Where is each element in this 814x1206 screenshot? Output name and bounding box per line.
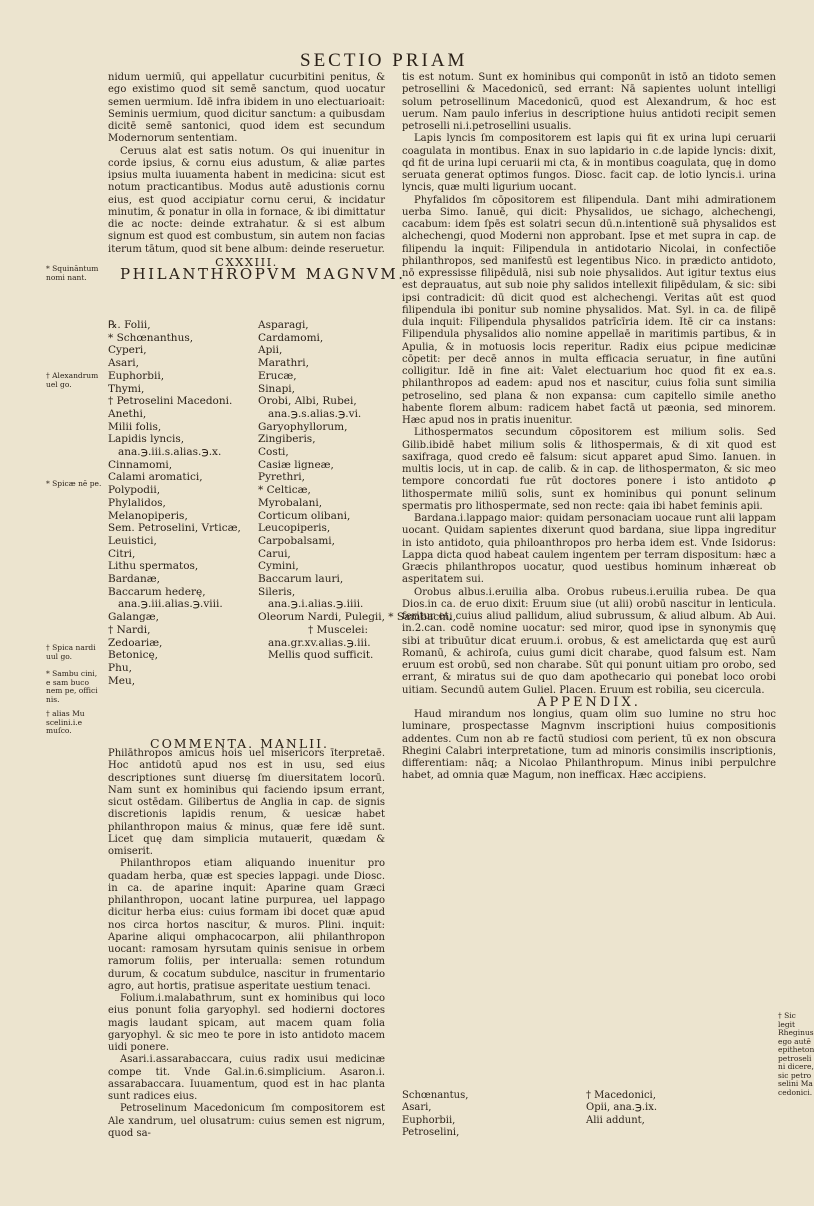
ingredient: Apii,	[258, 344, 283, 357]
ingredient: Thymi,	[108, 382, 145, 395]
ingredient: Baccarum lauri,	[258, 573, 344, 586]
ingredient: Zedoariæ,	[108, 636, 163, 649]
ingredient: Sem. Petroselini, Vrticæ,	[108, 522, 241, 535]
appendix-item: Euphorbii,	[402, 1114, 456, 1126]
chapter-title: PHILANTHROPVM MAGNVM.	[120, 265, 406, 283]
ingredient: Lapidis lyncis,	[108, 433, 185, 446]
paragraph: Folium.i.malabathrum, sunt ex hominibus qui loco eius ponunt folia garyophyl. sed hodierni doctores magis laudant spicam, aut macem quam folia garyophyl. & sic meo te pore in isto antidoto macem uidi ponere.	[108, 993, 385, 1053]
paragraph: Orobus albus.i.eruilia alba. Orobus rubeus.i.eruilia rubea. De qua Dios.in ca. de eruo dixit: Eruum siue (ut alii) orobū nascitur in lenticula. feritur et, cuius aliud pallidum, aliud subrussum, & aliud album. Ab Aui. in.2.can. codē nomine uocatur: sed miror, quod ipse in synonymis quę sibi at tribuūtur dicat eruum.i. orobus, & est amelictarda quę est aurū Romanū, & achiroſa, cuius gumi dicit charabe, quod falsum est. Nam eruum est orobū, sed non charabe. Sūt qui ponunt uitiam pro orobo, sed errant, & miratus sui de quo dam apothecario qui ponebat loco orobi uitiam. Secundū autem Guliel. Placen. Eruum est robilia, seu cicercula.	[402, 586, 776, 696]
paragraph: Lithospermatos secundum cōpositorem est milium solis. Sed Gilib.ibidē habet milium solis & lithospermais, & di xit quod est saxifraga, quod credo eē falsum: sicut apparet apud Simo. Ianuen. in multis locis, ut in cap. de calib. & in cap. de lithospermaton, & sic meo tempore concordati fue rūt doctores ponere i isto antidoto ꝓ lithospermate miliū solis, sunt ex hominibus qui ponunt selinum spermatis pro lithospermate, sed non recte: qaia ibi habet feminis apii.	[402, 427, 776, 512]
ingredient: Pyrethri,	[258, 471, 305, 484]
recipe-ingredients-right	[258, 319, 456, 662]
ingredient: Melanopiperis,	[108, 509, 188, 522]
appendix-item: Alii addunt,	[586, 1114, 645, 1126]
appendix-item: Opii, ana.℈.ix.	[586, 1102, 658, 1114]
appendix-item: Asari,	[402, 1102, 432, 1114]
running-header: SECTIO PRIAM	[300, 50, 468, 71]
ingredient: Leucopiperis,	[258, 522, 331, 535]
margin-note: * Sambu cini, e sam buco nem pe, offici nis.	[46, 669, 98, 704]
paragraph: Lapis lyncis ſm compositorem est lapis qui fit ex urina lupi ceruarii coagulata in montibus. Enax in suo lapidario in c.de lapide lyncis: dixit, qd fit de urina lupi ceruarii mi cta, & in montibus coagulata, quę in domo seruata generat optimos fungos. Diosc. facit cap. de lotio lyncis.i. urina lyncis, quæ multi ligurium uocant.	[402, 133, 776, 194]
recipe-ingredients-left	[108, 319, 248, 687]
margin-note: † Sic legit Rheginus ego autē epitheton petroseli ni dicere, sic petro selini Ma cedonici.	[778, 1011, 814, 1097]
paragraph: Petroselinum Macedonicum ſm compositorem est Ale xandrum, uel olusatrum: cuius semen est nigrum, quod sa-	[108, 1103, 385, 1139]
margin-note: † Alexandrum uel go.	[46, 371, 99, 389]
ingredient: Calami aromatici,	[108, 471, 203, 484]
right-margin-notes	[778, 0, 814, 1206]
left-column-bottom	[108, 748, 385, 1140]
ingredient: ana.℈.i.alias.℈.iiii.	[268, 598, 364, 611]
appendix-paragraph: Haud mirandum nos longius, quam olim suo lumine no stru hoc luminare, prospectasse Magnvm inscriptioni huius compositionis addentes. Cum non ab re factū studiosi com perient, tū ex non obscura Rhegini Calabri interpretatione, tum ad minoris consimilis inscriptionis, differentiam: nāq; a Nicolao Philanthropum. Minus inibi perpulchre habet, ad omnia quæ Magum, non inefficax. Hæc accipiens.	[402, 709, 776, 782]
ingredient: Lithu spermatos,	[108, 560, 199, 573]
ingredient: Meu,	[108, 674, 136, 687]
ingredient: * Celticæ,	[258, 484, 311, 497]
ingredient: Costi,	[258, 446, 289, 459]
ingredient: Marathri,	[258, 357, 309, 370]
ingredient: Carpobalsami,	[258, 534, 335, 547]
ingredient: * Schœnanthus,	[108, 331, 194, 344]
ingredient: Erucæ,	[258, 369, 297, 382]
ingredient: Leuistici,	[108, 534, 157, 547]
ingredient: Garyophyllorum,	[258, 420, 348, 433]
ingredient: Mellis quod sufficit.	[268, 649, 374, 662]
ingredient: Myrobalani,	[258, 496, 323, 509]
ingredient: Euphorbii,	[108, 369, 165, 382]
ingredient: Casiæ ligneæ,	[258, 458, 334, 471]
ingredient: Orobi, Albi, Rubei,	[258, 395, 357, 408]
ingredient: Anethi,	[108, 407, 147, 420]
ingredient: ana.℈.iii.s.alias.℈.x.	[118, 446, 222, 459]
ingredient: † Nardi,	[108, 623, 151, 636]
left-column-top	[108, 72, 406, 283]
ingredient: ana.℈.iii.alias.℈.viii.	[118, 598, 223, 611]
ingredient: Cinnamomi,	[108, 458, 173, 471]
right-column	[402, 72, 776, 783]
ingredient: Zingiberis,	[258, 433, 316, 446]
ingredient: Sileris,	[258, 585, 296, 598]
paragraph: tis est notum. Sunt ex hominibus qui componūt in istō an tidoto semen petrosellini & Macedonicū, sed errant: Nā sapientes uolunt intelligi solum petrosellinum Macedonicū, quod est Alexandrum, & hoc est uerum. Nam paulo inferius in descriptione huius antidoti recipit semen petroselli ni.i.petrosellini usualis.	[402, 72, 776, 132]
paragraph: Bardana.i.lappago maior: quidam personaciam uocaue runt alii lappam uocant. Quidam sapientes dixerunt quod bardana, siue lippa ingreditur in isto antidoto, quia philoanthropos pro herba idem est. Vnde Isidorus: Lappa dicta quod habeat caulem ingentem per terram dispositum: hæc a Græcis philanthropos uocatur, quod uestibus hominum inhæreat ob asperitatem sui.	[402, 513, 776, 586]
ingredient: Phylalidos,	[108, 496, 166, 509]
ingredient: Galangæ,	[108, 611, 159, 624]
ingredient: Sinapi,	[258, 382, 295, 395]
appendix-list-left	[402, 1090, 468, 1139]
ingredient: Corticum olibani,	[258, 509, 351, 522]
paragraph: Phyfalidos ſm cōpositorem est filipendula. Dant mihi admirationem uerba Simo. Ianuē, qui dicit: Physalidos, ue sichago, alchechengi, cacabum: idem ſpēs est solatri secun dū.n.intentionē suā physalidos est alchechengi, quod Moderni non approbant. Ipse et met supra in cap. de filipendu la inquit: Filipendula in antidotario Nicolai, in confectiōe philanthropos, sed manifestū est legentibus Nico. in prædicto antidoto, nō expressisse filipēdulā, nisi sub noie physalidos. Aut igitur textus eius est deprauatus, aut sub noie phy salidos intellexit filipēdulam, & sic: sibi ipsi contradicit: dū dicit quod est alchechengi. Veritas aūt est quod filipendula ibi ponitur sub nomine physalidos. Mat. Syl. in ca. de filipē dula inquit: Filipendula physalidos patrīcīria idem. Itē cir ca instans: Filipendula physalidos alio nomine appellaē in maritimis partibus, & in Apulia, & in motuosis locis reperitur. Radix eius ꝑcipue medicinæ cōpetit: per decē annos in multa efficacia seruatur, in fine autūni colligitur. Idē in fine ait: Valet electuarium hoc quod fit ex ea.s. philanthropos ad eadem: apud nos et nascitur, cuius folia sunt similia petroselino, sed plana & non expansa: cum capitello simile anetho habente florem album: radicem habet factā ut pæonia, sed minorem. Hæc apud nos in pratis inuenitur.	[402, 194, 776, 426]
ingredient: Cyperi,	[108, 344, 147, 357]
ingredient: Polypodii,	[108, 484, 161, 497]
ingredient: Bardanæ,	[108, 573, 160, 586]
ingredient: Cymini,	[258, 560, 299, 573]
paragraph: Philanthropos etiam aliquando inuenitur pro quadam herba, quæ est species lappagi. unde Diosc. in ca. de aparine inquit: Aparine quam Græci philanthropon, uocant latine purpurea, uel lappago dicitur herba eius: cuius formam ibi docet quæ apud nos circa hortos nascitur, & muros. Plini. inquit: Aparine aliqui omphacocarpon, alii philanthropon uocant: ramosam hyrsutam quinis senisue in orbem ramorum foliis, per interualla: semen rotundum durum, & cocatum subdulce, nascitur in frumentario agro, aut hortis, pratisue asperitate uestium tenaci.	[108, 858, 385, 992]
margin-note: * Squināntum nomi nant.	[46, 264, 99, 282]
paragraph: nidum uermiū, qui appellatur cucurbitini penitus, & ego existimo quod sit semē sanctum, quod uocatur semen uermium. Idē infra ibidem in uno electuarioait: Seminis uermium, quod dicitur sanctum: a quibusdam dicitē semē santonici, quod idem est secundum Modernorum sententiam.	[108, 72, 385, 145]
ingredient: Betonicę,	[108, 649, 159, 662]
ingredient: Cardamomi,	[258, 331, 324, 344]
appendix-item: Petroselini,	[402, 1126, 460, 1138]
ingredient: ℞. Folii,	[108, 319, 151, 331]
margin-note: † alias Mu scelini.i.e muſco.	[46, 709, 85, 735]
paragraph: Ceruus alat est satis notum. Os qui inuenitur in corde ipsius, & cornu eius adustum, & aliæ partes ipsius multa iuuamenta habent in medicina: sicut est notum practicantibus. Modus autē adustionis cornu eius, est quod accipiatur cornu cerui, & incidatur minutim, & ponatur in olla in fornace, & ibi dimittatur die ac nocte: deinde extrahatur. & si est album signum est quod est combustum, sin autem non facias iterum tātum, quod sit bene album: deinde reseruetur.	[108, 145, 385, 255]
ingredient: Baccarum hederę,	[108, 585, 206, 598]
appendix-heading: APPENDIX.	[537, 694, 641, 710]
ingredient: ana.gr.xv.alias.℈.iii.	[268, 636, 371, 649]
ingredient: † Muscelei:	[308, 623, 369, 636]
chapter-number: CXXXIII.	[215, 254, 278, 269]
ingredient: Asari,	[108, 357, 139, 370]
ingredient: ana.℈.s.alias.℈.vi.	[268, 407, 362, 420]
ingredient: † Petroselini Macedoni.	[108, 395, 233, 408]
ingredient: Carui,	[258, 547, 291, 560]
appendix-item: † Macedonici,	[586, 1090, 656, 1101]
appendix-list-right	[586, 1090, 657, 1127]
ingredient: Phu,	[108, 661, 132, 674]
ingredient: Asparagi,	[258, 319, 309, 331]
ingredient: Citri,	[108, 547, 136, 560]
paragraph: Asari.i.assarabaccara, cuius radix usui medicinæ compe tit. Vnde Gal.in.6.simplicium. Asaron.i. assarabaccara. Iuuamentum, quod est in hac planta sunt radices eius.	[108, 1054, 385, 1102]
margin-note: * Spicæ nē pe.	[46, 479, 102, 488]
paragraph: Philāthropos amicus hois uel misericors īterpretaē. Hoc antidotū apud nos est in usu, sed eius descriptiones sunt diuersę ſm diuersitatem locorū. Nam sunt ex hominibus qui faciendo ipsum errant, sicut ostēdam. Gilibertus de Anglia in cap. de signis discretionis lapidis renum, & uesicæ habet philanthropon maius & minus, quæ fere idē sunt. Licet quę dam simplicia mutauerit, quædam & omiserit.	[108, 748, 385, 857]
margin-note: † Spica nardi uul go.	[46, 643, 96, 661]
commentary-heading: COMMENTA. MANLII.	[150, 736, 330, 751]
ingredient: Milii folis,	[108, 420, 162, 433]
appendix-item: Schœnantus,	[402, 1090, 469, 1101]
left-margin-notes	[46, 0, 102, 1206]
ingredient: Oleorum Nardi, Pulegii, * Sambacini,	[258, 611, 456, 624]
